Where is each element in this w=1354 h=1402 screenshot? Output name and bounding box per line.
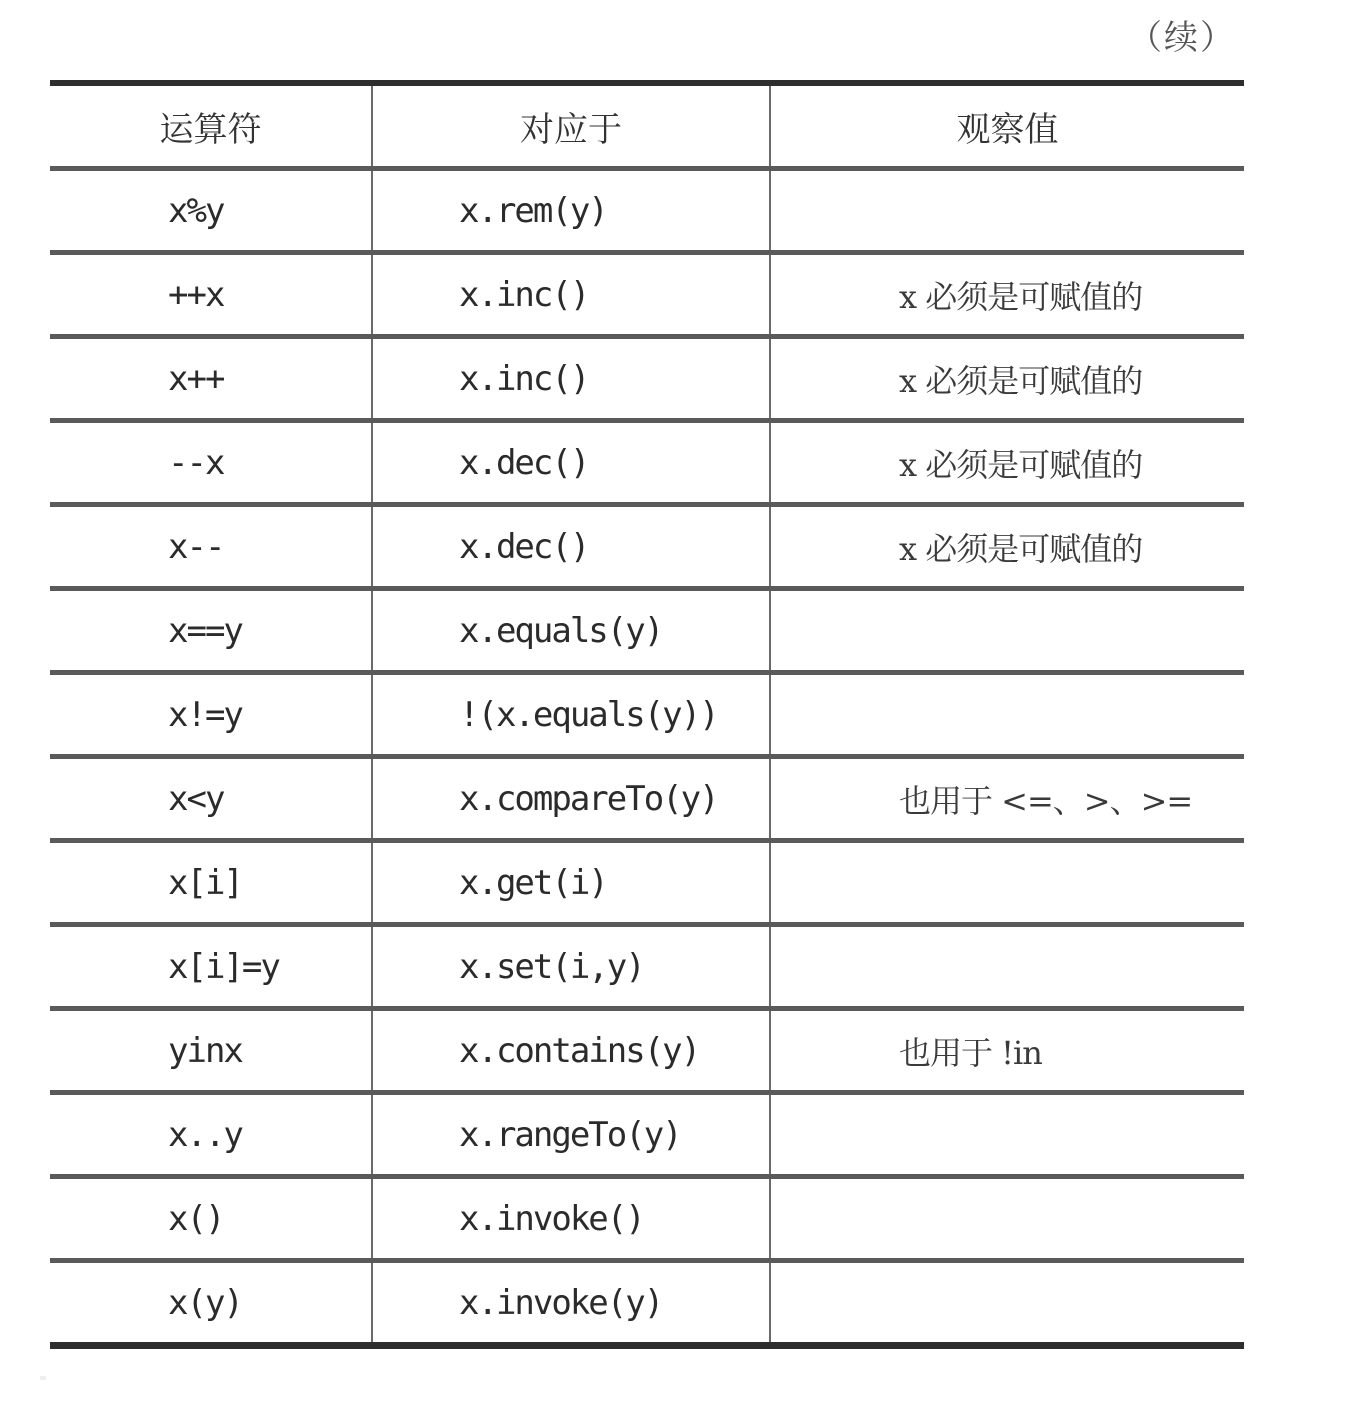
operator-cell: x%y (50, 169, 372, 253)
table-row (50, 925, 1244, 1009)
method-cell: x.invoke(y) (372, 1261, 770, 1346)
method-cell: x.compareTo(y) (372, 757, 770, 841)
table-row (50, 253, 1244, 337)
method-cell: x.contains(y) (372, 1009, 770, 1093)
table-row (50, 673, 1244, 757)
note-cell (770, 673, 1244, 757)
table-row (50, 1009, 1244, 1093)
operator-table (50, 80, 1244, 1349)
method-cell: x.rangeTo(y) (372, 1093, 770, 1177)
operator-cell: x(y) (168, 1282, 242, 1323)
table-row (50, 337, 1244, 421)
note-cell: x 必须是可赋值的 (770, 505, 1244, 589)
operator-cell: x==y (50, 589, 372, 673)
method-cell: x.invoke() (372, 1177, 770, 1261)
method-cell: x.inc() (372, 337, 770, 421)
header-corresponds-to: 对应于 (372, 83, 770, 169)
method-cell: x.dec() (372, 505, 770, 589)
operator-cell: --x (50, 421, 372, 505)
method-cell: x.rem(y) (372, 169, 770, 253)
note-cell: x 必须是可赋值的 (770, 253, 1244, 337)
note-cell (770, 1261, 1244, 1346)
note-cell: 也用于 <=、>、>= (770, 757, 1244, 841)
table-header-row (50, 83, 1244, 169)
method-cell: x.set(i,y) (372, 925, 770, 1009)
operator-cell: yinx (50, 1009, 372, 1093)
note-cell: x 必须是可赋值的 (770, 421, 1244, 505)
method-cell: !(x.equals(y)) (372, 673, 770, 757)
table-row (50, 169, 1244, 253)
header-operator: 运算符 (50, 83, 372, 169)
continued-label: （续） (1128, 18, 1236, 58)
note-cell (770, 1177, 1244, 1261)
table-row (50, 1177, 1244, 1261)
note-cell (770, 841, 1244, 925)
table-row (50, 1261, 1244, 1346)
operator-cell: x[i]=y (50, 925, 372, 1009)
note-cell (770, 169, 1244, 253)
table-row (50, 505, 1244, 589)
table-row (50, 1093, 1244, 1177)
method-cell: x.equals(y) (372, 589, 770, 673)
operator-cell: x() (50, 1177, 372, 1261)
operator-cell: x..y (50, 1093, 372, 1177)
method-cell: x.inc() (372, 253, 770, 337)
note-cell (770, 589, 1244, 673)
scan-artifact (40, 1376, 46, 1380)
operator-cell: x!=y (50, 673, 372, 757)
note-cell (770, 925, 1244, 1009)
operator-cell: x[i] (50, 841, 372, 925)
operator-cell: x-- (50, 505, 372, 589)
operator-cell: x++ (50, 337, 372, 421)
table-row (50, 589, 1244, 673)
header-observation: 观察值 (770, 83, 1244, 169)
table-row (50, 757, 1244, 841)
table-row (50, 421, 1244, 505)
table-row (50, 841, 1244, 925)
method-cell: x.get(i) (372, 841, 770, 925)
method-cell: x.dec() (372, 421, 770, 505)
note-cell: x 必须是可赋值的 (770, 337, 1244, 421)
operator-cell: x<y (50, 757, 372, 841)
note-cell (770, 1093, 1244, 1177)
operator-cell: ++x (50, 253, 372, 337)
note-cell: 也用于 !in (770, 1009, 1244, 1093)
